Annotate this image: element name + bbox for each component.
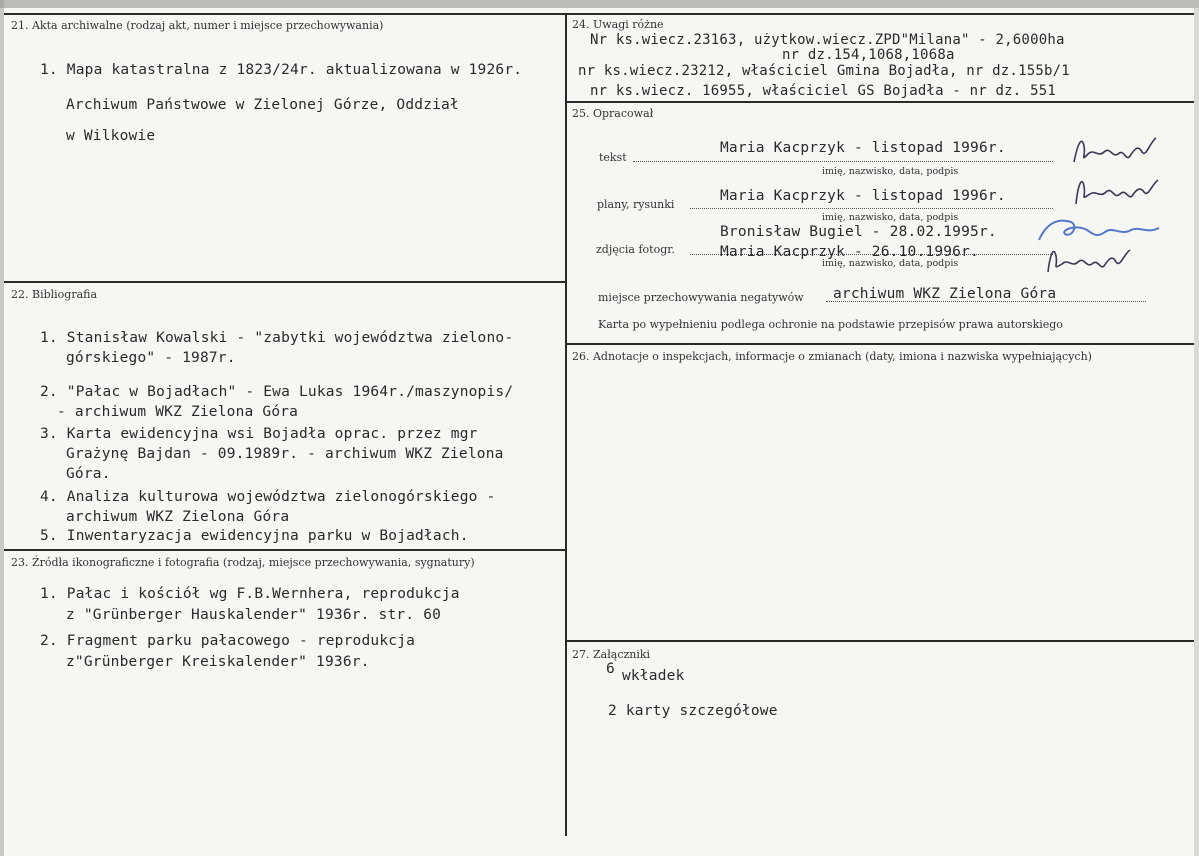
s22-line: 2. "Pałac w Bojadłach" - Ewa Lukas 1964r./maszynopis/ xyxy=(40,384,514,400)
zdjecia-value-1: Bronisław Bugiel - 28.02.1995r. xyxy=(720,224,997,240)
attachment-line-2: 2 karty szczegółowe xyxy=(608,703,778,719)
s21-line: w Wilkowie xyxy=(66,128,156,144)
signature-zdjecia xyxy=(1040,240,1135,280)
attachment-line-1: wkładek xyxy=(622,668,685,684)
zdjecia-caption: imię, nazwisko, data, podpis xyxy=(822,258,959,269)
plany-value: Maria Kacprzyk - listopad 1996r. xyxy=(720,188,1006,204)
plany-caption: imię, nazwisko, data, podpis xyxy=(822,212,959,223)
s22-line: 1. Stanisław Kowalski - "zabytki województwa zielono- xyxy=(40,330,514,346)
scan-top-edge xyxy=(0,0,1199,8)
s22-line: Grażynę Bajdan - 09.1989r. - archiwum WKZ Zielona xyxy=(66,446,504,462)
s22-line: 3. Karta ewidencyjna wsi Bojadła oprac. przez mgr xyxy=(40,426,478,442)
s23-line: 1. Pałac i kościół wg F.B.Wernhera, reprodukcja xyxy=(40,586,460,602)
s24-line: nr ks.wiecz. 16955, właściciel GS Bojadła - nr dz. 551 xyxy=(590,83,1056,99)
divider-25-26 xyxy=(566,343,1194,345)
s23-line: z"Grünberger Kreiskalender" 1936r. xyxy=(66,654,370,670)
section-24-header: 24. Uwagi różne xyxy=(572,18,664,31)
attachment-count: 6 xyxy=(606,661,615,677)
plany-label: plany, rysunki xyxy=(597,198,675,211)
divider-26-27 xyxy=(566,640,1194,642)
s22-line: 4. Analiza kulturowa województwa zielonogórskiego - xyxy=(40,489,496,505)
s21-line: Archiwum Państwowe w Zielonej Górze, Oddział xyxy=(66,97,459,113)
s24-line: nr dz.154,1068,1068a xyxy=(782,47,955,63)
divider-21-22 xyxy=(4,281,566,283)
tekst-caption: imię, nazwisko, data, podpis xyxy=(822,166,959,177)
section-21-header: 21. Akta archiwalne (rodzaj akt, numer i miejsce przechowywania) xyxy=(11,19,384,32)
tekst-value: Maria Kacprzyk - listopad 1996r. xyxy=(720,140,1006,156)
negatywy-label: miejsce przechowywania negatywów xyxy=(598,291,804,304)
center-divider xyxy=(565,13,567,836)
section-26-header: 26. Adnotacje o inspekcjach, informacje o zmianach (daty, imiona i nazwiska wypełniających) xyxy=(572,350,1092,363)
top-border xyxy=(4,13,1194,15)
s22-line: Góra. xyxy=(66,466,111,482)
scan-left-edge xyxy=(0,0,4,856)
s24-line: nr ks.wiecz.23212, właściciel Gmina Bojadła, nr dz.155b/1 xyxy=(578,63,1070,79)
section-27-header: 27. Załączniki xyxy=(572,648,651,661)
tekst-label: tekst xyxy=(599,151,627,164)
negatywy-value: archiwum WKZ Zielona Góra xyxy=(833,286,1057,302)
s22-line: 5. Inwentaryzacja ewidencyjna parku w Bojadłach. xyxy=(40,528,469,544)
s22-line: archiwum WKZ Zielona Góra xyxy=(66,509,290,525)
s22-line: górskiego" - 1987r. xyxy=(66,350,236,366)
zdjecia-label: zdjęcia fotogr. xyxy=(596,243,675,256)
section-23-header: 23. Źródła ikonograficzne i fotografia (rodzaj, miejsce przechowywania, sygnatury) xyxy=(11,556,475,569)
s23-line: z "Grünberger Hauskalender" 1936r. str. 60 xyxy=(66,607,442,623)
tekst-dotted-line xyxy=(633,161,1053,162)
s22-line: - archiwum WKZ Zielona Góra xyxy=(57,404,299,420)
section-25-header: 25. Opracował xyxy=(572,107,654,120)
s24-line: Nr ks.wiecz.23163, użytkow.wiecz.ZPD"Milana" - 2,6000ha xyxy=(590,32,1065,48)
section-22-header: 22. Bibliografia xyxy=(11,288,98,301)
signature-plany xyxy=(1068,172,1163,212)
divider-24-25 xyxy=(566,101,1194,103)
scan-right-edge xyxy=(1194,0,1199,856)
s23-line: 2. Fragment parku pałacowego - reprodukcja xyxy=(40,633,416,649)
signature-tekst xyxy=(1068,132,1163,172)
s21-line: 1. Mapa katastralna z 1823/24r. aktualizowana w 1926r. xyxy=(40,62,523,78)
divider-22-23 xyxy=(4,549,566,551)
zdjecia-value-2: Maria Kacprzyk - 26.10.1996r. xyxy=(720,244,979,260)
copyright-note: Karta po wypełnieniu podlega ochronie na podstawie przepisów prawa autorskiego xyxy=(598,318,1063,331)
plany-dotted-line xyxy=(690,208,1053,209)
